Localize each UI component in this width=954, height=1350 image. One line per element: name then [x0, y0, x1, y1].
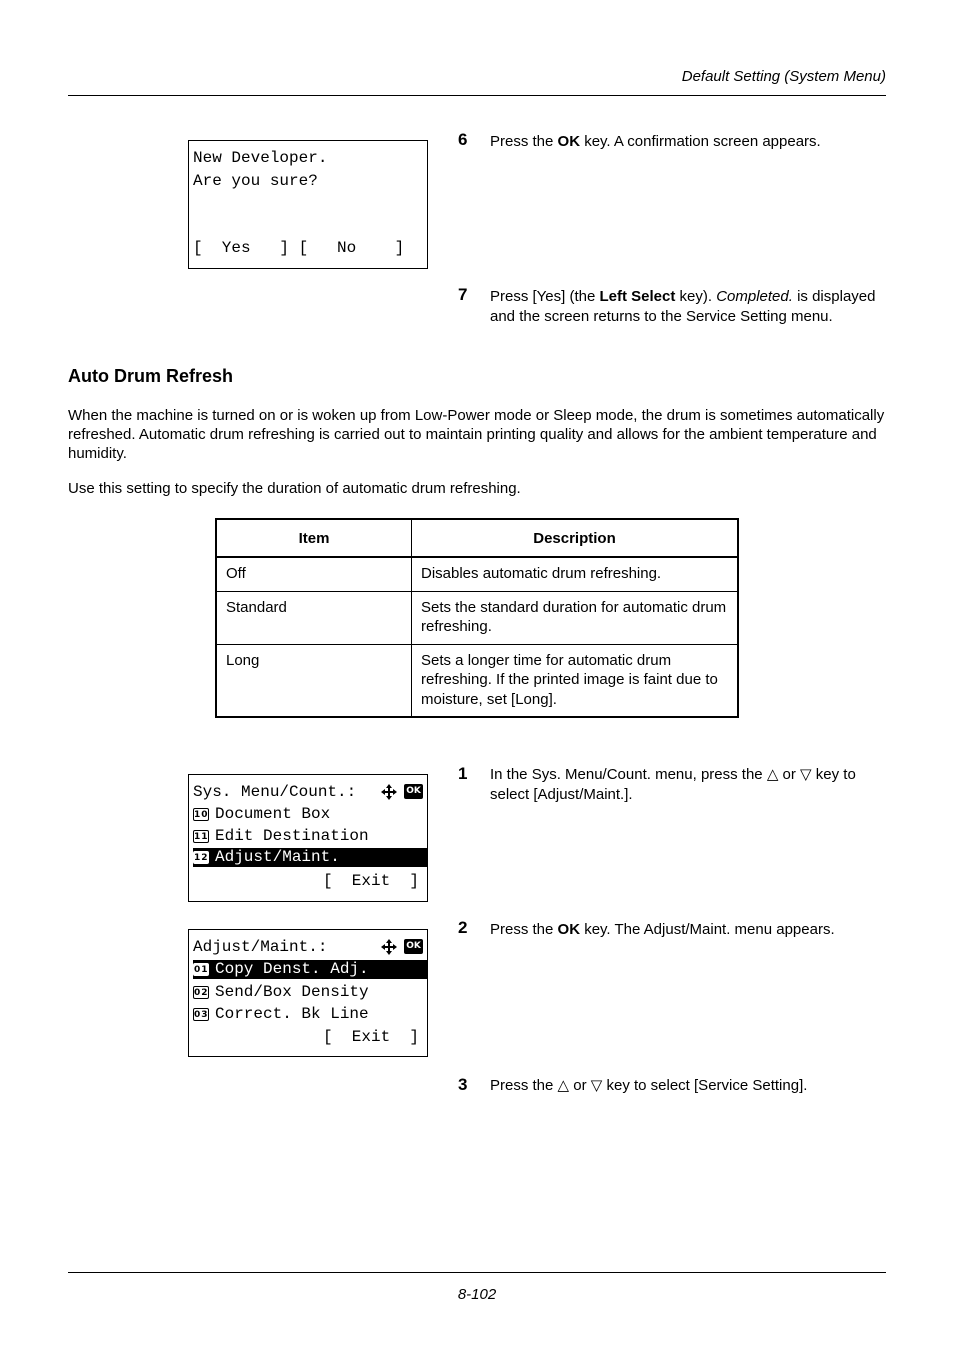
key-name: OK: [557, 921, 581, 938]
step-text: [490, 920, 886, 940]
item-number-icon: 02: [194, 988, 209, 998]
key-name: Left Select: [599, 288, 676, 305]
table-header-row: [216, 519, 738, 557]
item-number-icon: 12: [194, 853, 209, 863]
lcd-menu-label: Document Box: [215, 805, 331, 823]
lcd-menu-item-selected: [193, 848, 427, 867]
lcd-softkeys: [ Exit ]: [322, 1028, 419, 1046]
step-number: 7: [458, 285, 468, 304]
lcd-line: New Developer.: [193, 149, 328, 167]
step-number: 2: [458, 918, 468, 937]
lcd-softkeys: [ Exit ]: [322, 872, 419, 890]
item-number-icon: 03: [194, 1010, 209, 1020]
four-way-arrow-icon: [380, 938, 398, 956]
key-name: OK: [557, 133, 581, 150]
step-text-part: or: [569, 1077, 591, 1094]
status-text: Completed.: [716, 288, 793, 305]
step-number: 1: [458, 764, 468, 783]
up-arrow-icon: △: [557, 1076, 570, 1094]
lcd-sysmenu-screen: [188, 774, 428, 902]
lcd-menu-item: [193, 826, 427, 846]
paragraph: Use this setting to specify the duration of automatic drum refreshing.: [68, 480, 521, 497]
footer-rule: [68, 1272, 886, 1273]
step-text-part: Press the: [490, 133, 558, 150]
step-text-part: key to select [Adjust/Maint.].: [490, 766, 856, 803]
step-text-part: is displayed and the screen returns to the Service Setting menu.: [490, 288, 876, 325]
lcd-confirm-screen: [188, 140, 428, 269]
step-text: [490, 287, 886, 326]
ok-key-icon: OK: [404, 939, 423, 954]
section-title: Auto Drum Refresh: [68, 366, 234, 386]
lcd-menu-item: [193, 1004, 427, 1024]
header-rule: [68, 95, 886, 96]
step-number: 6: [458, 130, 468, 149]
table-cell-item: Standard: [216, 591, 412, 644]
column-header: Item: [216, 519, 412, 557]
step-text-part: Press the: [490, 1077, 558, 1094]
paragraph: When the machine is turned on or is woken up from Low-Power mode or Sleep mode, the drum is sometimes automatically refreshed. Automatic drum refreshing is carried out to maintain printing quality and allows for the ambient temperature and humidity.: [68, 407, 885, 462]
lcd-adjust-screen: [188, 929, 428, 1057]
settings-table: [215, 518, 739, 718]
step-text-part: key).: [675, 288, 717, 305]
table-row: [216, 557, 738, 591]
lcd-menu-item-selected: [193, 960, 427, 979]
lcd-menu-label: Correct. Bk Line: [215, 1005, 369, 1023]
step-text: [490, 765, 886, 804]
table-row: [216, 591, 738, 644]
page-number: 8-102: [457, 1286, 497, 1303]
lcd-menu-label: Send/Box Density: [215, 983, 369, 1001]
lcd-line: Are you sure?: [193, 172, 318, 190]
table-cell-item: Off: [216, 557, 412, 591]
down-arrow-icon: ▽: [800, 765, 812, 783]
table-cell-item: Long: [216, 644, 412, 717]
lcd-menu-item: [193, 804, 427, 824]
header-title: Default Setting (System Menu): [681, 68, 886, 85]
lcd-title: Adjust/Maint.:: [193, 938, 328, 956]
ok-key-icon: OK: [404, 784, 423, 799]
up-arrow-icon: △: [766, 765, 779, 783]
lcd-menu-label: Edit Destination: [215, 827, 369, 845]
step-text-part: Press the: [490, 921, 558, 938]
lcd-menu-label: Copy Denst. Adj.: [215, 960, 369, 978]
lcd-softkeys: [ Yes ] [ No ]: [193, 239, 405, 257]
step-text-part: Press [Yes] (the: [490, 288, 600, 305]
item-number-icon: 10: [194, 810, 209, 820]
down-arrow-icon: ▽: [590, 1076, 603, 1094]
table-cell-description: Sets the standard duration for automatic drum refreshing.: [412, 591, 739, 644]
step-text-part: or: [778, 766, 801, 783]
lcd-title: Sys. Menu/Count.:: [193, 783, 357, 801]
four-way-arrow-icon: [380, 783, 398, 801]
lcd-menu-label: Adjust/Maint.: [215, 848, 340, 866]
step-text: [490, 1076, 886, 1096]
item-number-icon: 11: [194, 832, 209, 842]
column-header: Description: [412, 519, 739, 557]
step-text-part: key. A confirmation screen appears.: [580, 133, 821, 150]
item-number-icon: 01: [194, 965, 209, 975]
step-text-part: In the Sys. Menu/Count. menu, press the: [490, 766, 767, 783]
table-cell-description: Disables automatic drum refreshing.: [412, 557, 739, 591]
table-cell-description: Sets a longer time for automatic drum refreshing. If the printed image is faint due to moisture, set [Long].: [412, 644, 739, 717]
step-text-part: key. The Adjust/Maint. menu appears.: [580, 921, 835, 938]
step-text-part: key to select [Service Setting].: [602, 1077, 808, 1094]
lcd-menu-item: [193, 982, 427, 1002]
table-row: [216, 644, 738, 717]
step-number: 3: [458, 1075, 468, 1094]
step-text: [490, 132, 886, 152]
